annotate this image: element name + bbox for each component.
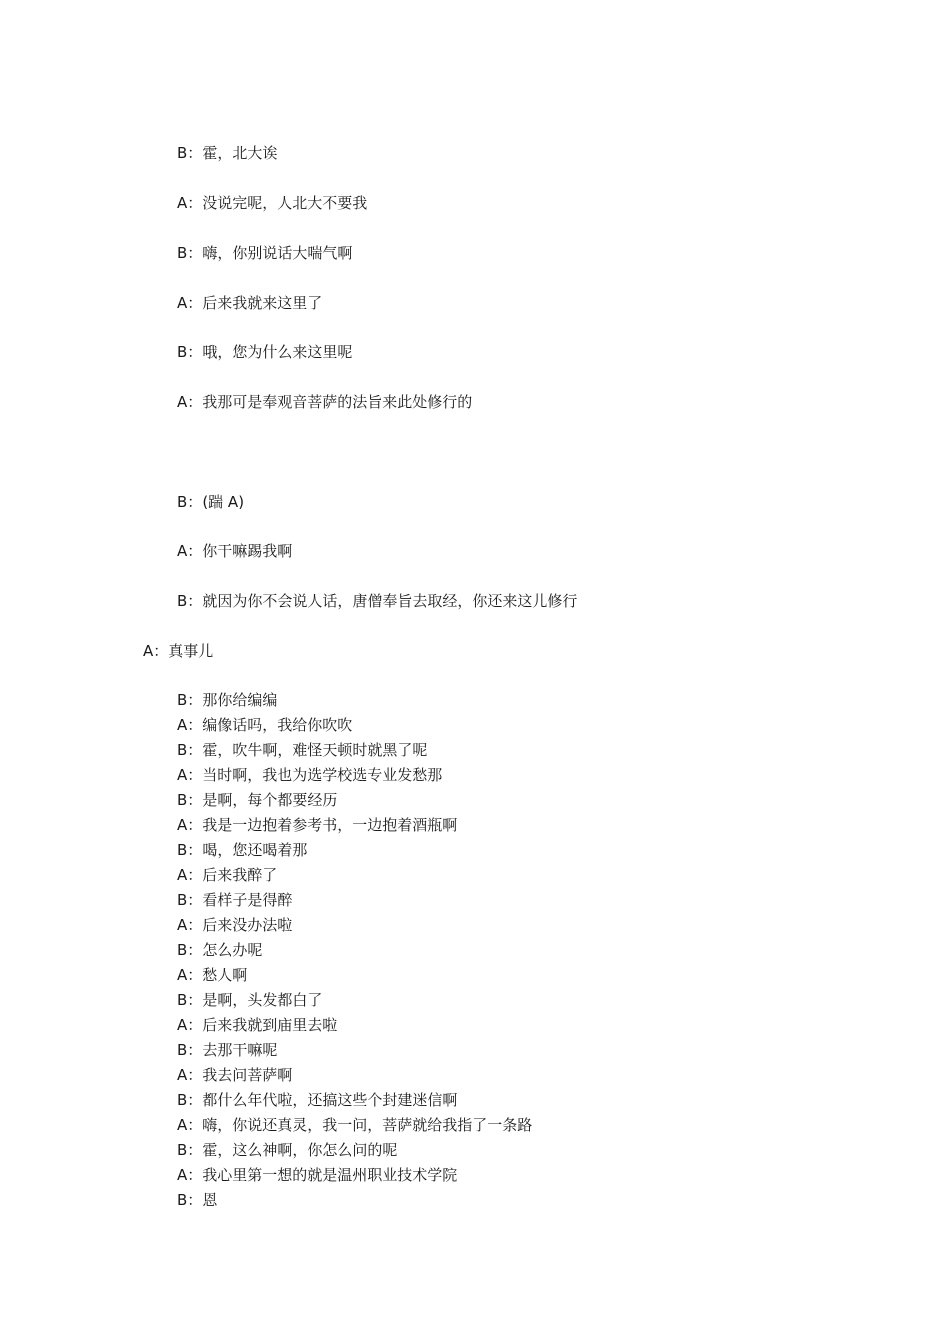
dialogue-line — [177, 293, 322, 313]
speaker-label: A — [177, 1066, 188, 1084]
dialogue-text: 当时啊，我也为选学校选专业发愁那 — [202, 766, 443, 784]
dialogue-line — [177, 840, 307, 860]
dialogue-line — [177, 715, 352, 735]
dialogue-text: 后来我醉了 — [202, 866, 278, 884]
dialogue-line — [177, 765, 442, 785]
dialogue-text: 我那可是奉观音菩萨的法旨来此处修行的 — [202, 393, 473, 411]
separator: ： — [187, 791, 203, 809]
speaker-label: B — [177, 1191, 188, 1209]
separator: ： — [187, 493, 203, 511]
dialogue-text: 哦，您为什么来这里呢 — [202, 343, 353, 361]
speaker-label: A — [177, 916, 188, 934]
speaker-label: A — [177, 542, 188, 560]
dialogue-text: 我是一边抱着参考书，一边抱着酒瓶啊 — [202, 816, 458, 834]
speaker-label: B — [177, 343, 188, 361]
separator: ： — [187, 866, 203, 884]
dialogue-line — [177, 965, 247, 985]
dialogue-text: 霍，这么神啊，你怎么问的呢 — [202, 1141, 398, 1159]
dialogue-line — [177, 1190, 217, 1210]
dialogue-line — [177, 1065, 292, 1085]
dialogue-line — [177, 990, 322, 1010]
separator: ： — [187, 941, 203, 959]
dialogue-text: 看样子是得醉 — [202, 891, 293, 909]
speaker-label: A — [177, 966, 188, 984]
speaker-label: B — [177, 1141, 188, 1159]
dialogue-text: 编像话吗，我给你吹吹 — [202, 716, 353, 734]
speaker-label: A — [177, 1116, 188, 1134]
separator: ： — [187, 891, 203, 909]
separator: ： — [187, 966, 203, 984]
dialogue-line — [177, 342, 352, 362]
dialogue-line — [177, 492, 244, 512]
dialogue-text: 那你给编编 — [202, 691, 278, 709]
separator: ： — [187, 1041, 203, 1059]
dialogue-line — [177, 591, 577, 611]
speaker-label: B — [177, 1091, 188, 1109]
dialogue-text: (踹 A) — [202, 493, 245, 511]
dialogue-text: 后来没办法啦 — [202, 916, 293, 934]
dialogue-line — [177, 940, 262, 960]
dialogue-line — [177, 1165, 457, 1185]
dialogue-line — [177, 1115, 532, 1135]
speaker-label: A — [177, 766, 188, 784]
dialogue-line — [177, 1090, 457, 1110]
speaker-label: A — [143, 642, 154, 660]
dialogue-text: 恩 — [202, 1191, 218, 1209]
speaker-label: B — [177, 244, 188, 262]
dialogue-line — [177, 193, 367, 213]
speaker-label: B — [177, 791, 188, 809]
separator: ： — [187, 916, 203, 934]
separator: ： — [187, 244, 203, 262]
separator: ： — [187, 1141, 203, 1159]
speaker-label: B — [177, 941, 188, 959]
dialogue-text: 喝，您还喝着那 — [202, 841, 308, 859]
separator: ： — [187, 741, 203, 759]
separator: ： — [187, 1191, 203, 1209]
speaker-label: A — [177, 393, 188, 411]
dialogue-text: 后来我就到庙里去啦 — [202, 1016, 338, 1034]
dialogue-line — [177, 143, 277, 163]
dialogue-text: 霍，北大诶 — [202, 144, 278, 162]
separator: ： — [187, 1116, 203, 1134]
speaker-label: B — [177, 592, 188, 610]
speaker-label: A — [177, 294, 188, 312]
separator: ： — [153, 642, 169, 660]
speaker-label: B — [177, 841, 188, 859]
speaker-label: B — [177, 991, 188, 1009]
separator: ： — [187, 841, 203, 859]
separator: ： — [187, 766, 203, 784]
separator: ： — [187, 691, 203, 709]
dialogue-text: 真事儿 — [168, 642, 214, 660]
dialogue-line — [177, 690, 277, 710]
dialogue-text: 都什么年代啦，还搞这些个封建迷信啊 — [202, 1091, 458, 1109]
speaker-label: B — [177, 493, 188, 511]
dialogue-line — [177, 790, 337, 810]
dialogue-text: 怎么办呢 — [202, 941, 263, 959]
separator: ： — [187, 343, 203, 361]
separator: ： — [187, 144, 203, 162]
dialogue-line — [177, 541, 292, 561]
dialogue-line — [177, 1015, 337, 1035]
separator: ： — [187, 1066, 203, 1084]
dialogue-text: 嗨，你说还真灵，我一问，菩萨就给我指了一条路 — [202, 1116, 533, 1134]
dialogue-text: 愁人啊 — [202, 966, 248, 984]
speaker-label: A — [177, 866, 188, 884]
separator: ： — [187, 542, 203, 560]
speaker-label: B — [177, 144, 188, 162]
dialogue-line — [177, 740, 427, 760]
dialogue-line — [177, 815, 457, 835]
dialogue-text: 我心里第一想的就是温州职业技术学院 — [202, 1166, 458, 1184]
dialogue-text: 霍，吹牛啊，难怪天顿时就黑了呢 — [202, 741, 428, 759]
dialogue-line — [177, 915, 292, 935]
dialogue-line — [177, 865, 277, 885]
dialogue-text: 嗨，你别说话大喘气啊 — [202, 244, 353, 262]
dialogue-text: 是啊，每个都要经历 — [202, 791, 338, 809]
dialogue-line — [177, 1040, 277, 1060]
separator: ： — [187, 1166, 203, 1184]
dialogue-text: 去那干嘛呢 — [202, 1041, 278, 1059]
dialogue-text: 没说完呢，人北大不要我 — [202, 194, 368, 212]
speaker-label: B — [177, 691, 188, 709]
speaker-label: A — [177, 1016, 188, 1034]
dialogue-text: 你干嘛踢我啊 — [202, 542, 293, 560]
speaker-label: B — [177, 891, 188, 909]
speaker-label: A — [177, 816, 188, 834]
dialogue-line-outdented — [143, 641, 213, 661]
dialogue-line — [177, 392, 472, 412]
dialogue-text: 我去问菩萨啊 — [202, 1066, 293, 1084]
separator: ： — [187, 991, 203, 1009]
speaker-label: B — [177, 741, 188, 759]
speaker-label: A — [177, 716, 188, 734]
speaker-label: A — [177, 1166, 188, 1184]
separator: ： — [187, 393, 203, 411]
separator: ： — [187, 592, 203, 610]
dialogue-text: 后来我就来这里了 — [202, 294, 323, 312]
speaker-label: B — [177, 1041, 188, 1059]
dialogue-line — [177, 890, 292, 910]
separator: ： — [187, 816, 203, 834]
dialogue-line — [177, 1140, 397, 1160]
dialogue-text: 是啊，头发都白了 — [202, 991, 323, 1009]
separator: ： — [187, 1091, 203, 1109]
separator: ： — [187, 294, 203, 312]
speaker-label: A — [177, 194, 188, 212]
separator: ： — [187, 716, 203, 734]
separator: ： — [187, 1016, 203, 1034]
separator: ： — [187, 194, 203, 212]
dialogue-text: 就因为你不会说人话，唐僧奉旨去取经，你还来这儿修行 — [202, 592, 578, 610]
dialogue-line — [177, 243, 352, 263]
